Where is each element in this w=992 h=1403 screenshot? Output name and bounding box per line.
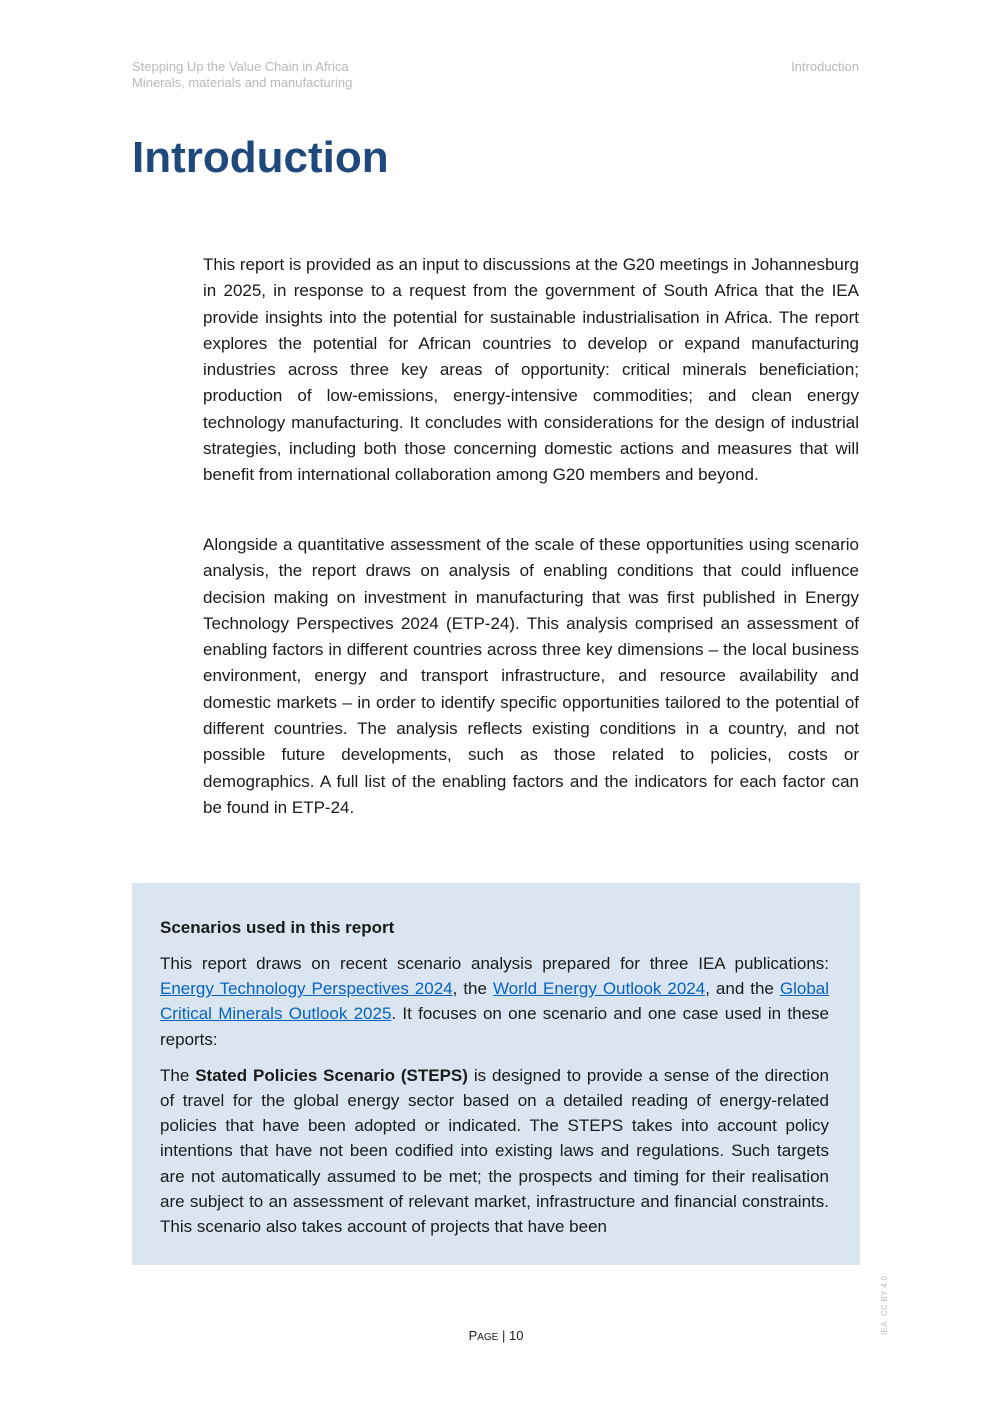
box-text: The — [160, 1065, 196, 1085]
page-title: Introduction — [132, 133, 389, 182]
link-global-critical-minerals-outlook-2025[interactable]: Global Critical Minerals Outlook 2025 — [160, 979, 829, 1024]
page-number: 10 — [508, 1328, 524, 1343]
link-energy-technology-perspectives-2024[interactable]: Energy Technology Perspectives 2024 — [160, 979, 453, 999]
body-paragraph-2: Alongside a quantitative assessment of the scale of these opportunities using scenario analysis, the report draws on analysis of enabling conditions that could influence decision making on investment in manufacturing that was first published in Energy Technology Perspectives 2024 (ETP-24). This analysis comprised an assessment of enabling factors in different countries across three key dimensions – the local business environment, energy and transport infrastructure, and resource availability and domestic markets – in order to identify specific opportunities tailored to the potential of different countries. The analysis reflects existing conditions in a country, and not possible future developments, such as those related to policies, costs or demographics. A full list of the enabling factors and the indicators for each factor can be found in ETP-24. — [203, 535, 859, 817]
box-heading: Scenarios used in this report — [160, 918, 395, 937]
box-text: . It focuses on one scenario and one case used in these reports: — [160, 1004, 829, 1049]
scenarios-box — [132, 883, 860, 1265]
box-text: This report draws on recent scenario analysis prepared for three IEA publications: — [160, 954, 829, 973]
running-header-right: Introduction — [791, 59, 859, 74]
scenarios-box-content — [160, 915, 829, 1239]
report-subtitle-line: Minerals, materials and manufacturing — [132, 75, 353, 90]
page-label-initial: P — [468, 1328, 478, 1343]
box-paragraph-2 — [160, 1063, 829, 1239]
steps-term: Stated Policies Scenario (STEPS) — [195, 1065, 468, 1085]
body-paragraph-1: This report is provided as an input to discussions at the G20 meetings in Johannesburg in 2025, in response to a request from the government of South Africa that the IEA provide insights into the potential for sustainable industrialisation in Africa. The report explores the potential for African countries to develop or expand manufacturing industries across three key areas of opportunity: critical minerals beneficiation; production of low-emissions, energy-intensive commodities; and clean energy technology manufacturing. It concludes with considerations for the design of industrial strategies, including both those concerning domestic actions and measures that will benefit from international collaboration among G20 members and beyond. — [203, 255, 859, 485]
running-header-left — [132, 59, 352, 91]
link-world-energy-outlook-2024[interactable]: World Energy Outlook 2024 — [492, 979, 706, 999]
report-title-line: Stepping Up the Value Chain in Africa — [132, 59, 349, 74]
page-footer — [0, 1328, 992, 1346]
box-text: , and the — [705, 979, 780, 999]
page-separator: | — [498, 1328, 509, 1343]
box-paragraph-1 — [160, 951, 829, 1052]
page-label-rest: AGE — [477, 1332, 499, 1343]
box-text: , the — [452, 979, 493, 999]
box-text: is designed to provide a sense of the direction of travel for the global energy sector based on a detailed reading of energy-related policies that have been adopted or indicated. The STEPS takes into account policy intentions that have not been codified into existing laws and regulations. Such targets are not automatically assumed to be met; the prospects and timing for their realisation are subject to an assessment of relevant market, infrastructure and financial constraints. This scenario also takes account of projects that have been — [160, 1065, 829, 1237]
license-notice: IEA. CC BY 4.0. — [880, 1273, 889, 1335]
